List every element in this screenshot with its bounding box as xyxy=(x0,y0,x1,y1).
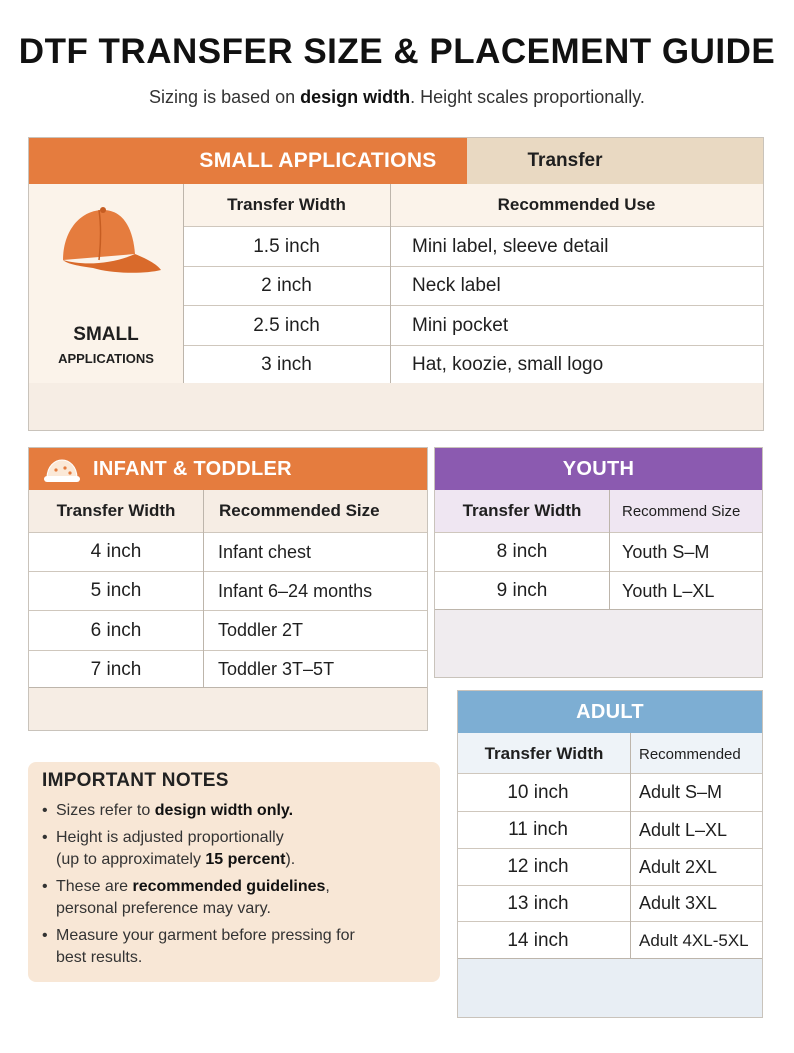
note-item: • Measure your garment before pressing for best results. xyxy=(42,927,355,966)
youth-row-size: Youth S–M xyxy=(622,541,710,562)
adult-row-width: 13 inch xyxy=(507,892,569,914)
adult-row-size: Adult L–XL xyxy=(639,819,728,840)
table-row xyxy=(435,571,762,610)
infant-row-size: Infant chest xyxy=(218,541,312,562)
infant-row-size: Infant 6–24 months xyxy=(218,580,373,601)
adult-row-width: 10 inch xyxy=(507,781,569,803)
small-row-use: Neck label xyxy=(412,275,501,296)
small-row-use: Mini label, sleeve detail xyxy=(412,235,609,257)
infant-row-width: 6 inch xyxy=(90,619,142,641)
bullet-icon: • xyxy=(42,829,48,846)
adult-row-size: Adult S–M xyxy=(639,782,723,802)
small-icon-sublabel: APPLICATIONS xyxy=(58,351,154,366)
adult-row-size: Adult 3XL xyxy=(639,893,718,913)
column-divider xyxy=(630,733,631,958)
small-col-width-header: Transfer Width xyxy=(227,195,346,214)
small-col-use-header: Recommended Use xyxy=(497,195,656,214)
small-icon-box xyxy=(29,184,183,383)
infant-section-title: INFANT & TODDLER xyxy=(93,457,292,480)
youth-row-size: Youth L–XL xyxy=(622,580,715,601)
small-table xyxy=(183,184,763,383)
table-row xyxy=(29,571,427,610)
table-row xyxy=(29,532,427,571)
infant-col-width-header: Transfer Width xyxy=(56,501,176,520)
table-row xyxy=(458,773,762,811)
small-section-header: SMALL APPLICATIONS xyxy=(29,138,467,184)
bullet-icon: • xyxy=(42,802,48,819)
infant-row-width: 7 inch xyxy=(90,658,142,680)
youth-col-size-header: Recommend Size xyxy=(622,502,741,520)
notes-heading: IMPORTANT NOTES xyxy=(42,770,229,791)
small-row-use: Hat, koozie, small logo xyxy=(412,353,604,375)
note-item: • Sizes refer to design width only. xyxy=(42,800,440,822)
youth-row-width: 9 inch xyxy=(496,580,548,601)
infant-table-header xyxy=(29,490,427,532)
youth-table-header xyxy=(435,490,762,532)
important-notes xyxy=(28,762,440,982)
adult-row-width: 14 inch xyxy=(507,929,569,951)
adult-section xyxy=(457,690,763,1018)
small-applications-section xyxy=(28,137,764,431)
adult-col-size-header: Recommended xyxy=(639,745,741,763)
adult-row-size: Adult 4XL-5XL xyxy=(639,930,749,950)
small-row-use: Mini pocket xyxy=(412,314,509,336)
small-row-width: 1.5 inch xyxy=(253,235,320,257)
infant-row-width: 5 inch xyxy=(90,580,142,601)
bullet-icon: • xyxy=(42,878,48,895)
baby-hat-icon xyxy=(43,456,81,484)
infant-col-size-header: Recommended Size xyxy=(219,501,380,520)
small-row-width: 3 inch xyxy=(261,353,312,375)
infant-row-width: 4 inch xyxy=(90,541,142,562)
column-divider xyxy=(390,184,391,383)
youth-row-width: 8 inch xyxy=(496,541,548,562)
infant-row-size: Toddler 2T xyxy=(218,620,304,640)
table-row xyxy=(29,650,427,688)
table-row xyxy=(458,885,762,921)
note-item: • Height is adjusted proportionally (up to approximately 15 percent). xyxy=(42,829,296,868)
note-item: • These are recommended guidelines, personal preference may vary. xyxy=(42,878,330,917)
adult-table-header xyxy=(458,733,762,775)
adult-row-width: 12 inch xyxy=(507,856,569,877)
table-row xyxy=(435,532,762,571)
page-subtitle: Sizing is based on design width. Height scales proportionally. xyxy=(149,87,645,107)
table-row xyxy=(458,848,762,885)
column-divider xyxy=(609,490,610,609)
small-section-header-right: Transfer xyxy=(467,138,763,184)
small-row-width: 2.5 inch xyxy=(253,314,320,336)
infant-toddler-section xyxy=(28,447,428,731)
page-title: DTF TRANSFER SIZE & PLACEMENT GUIDE xyxy=(18,32,776,71)
adult-row-size: Adult 2XL xyxy=(639,856,718,877)
youth-section-header: YOUTH xyxy=(435,448,762,490)
table-row xyxy=(183,345,763,383)
small-icon-label: SMALL xyxy=(73,324,139,345)
baseball-cap-icon xyxy=(53,202,163,282)
infant-section-header xyxy=(29,448,427,490)
youth-section xyxy=(434,447,763,678)
table-row xyxy=(458,921,762,959)
bullet-icon: • xyxy=(42,927,48,944)
column-divider xyxy=(183,184,184,383)
small-row-width: 2 inch xyxy=(261,275,312,296)
youth-col-width-header: Transfer Width xyxy=(462,501,582,520)
adult-row-width: 11 inch xyxy=(508,819,568,840)
table-row xyxy=(183,266,763,305)
adult-col-width-header: Transfer Width xyxy=(484,744,604,763)
table-row xyxy=(183,226,763,266)
column-divider xyxy=(203,490,204,687)
table-row xyxy=(458,811,762,848)
adult-section-header: ADULT xyxy=(458,691,762,733)
table-row xyxy=(29,610,427,650)
table-row xyxy=(183,305,763,345)
infant-row-size: Toddler 3T–5T xyxy=(218,659,335,679)
